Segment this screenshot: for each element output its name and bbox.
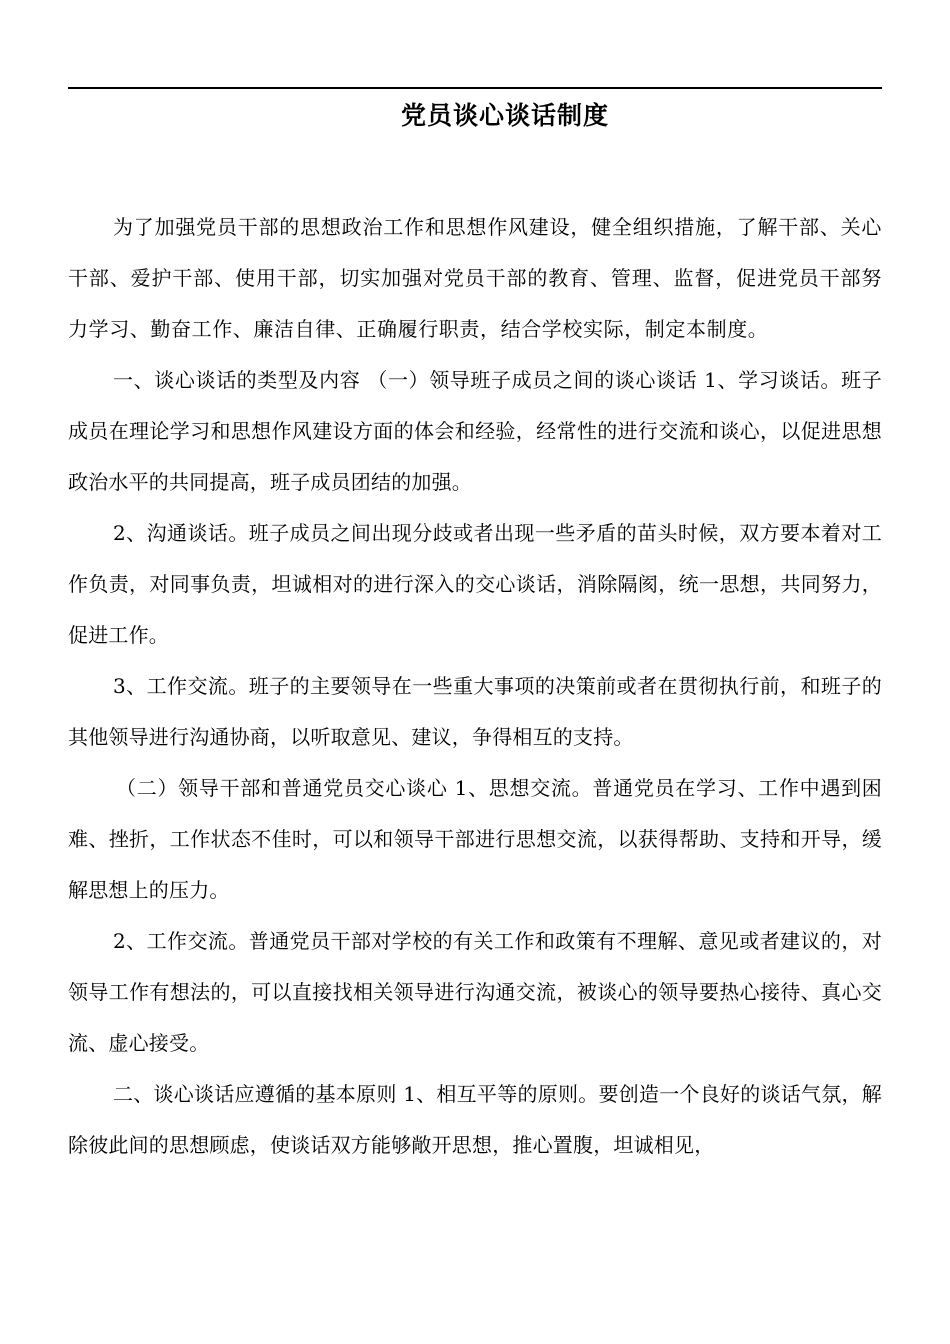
paragraph-intro: 为了加强党员干部的思想政治工作和思想作风建设，健全组织措施，了解干部、关心干部、爱护干部、使用干部，切实加强对党员干部的教育、管理、监督，促进党员干部努力学习、勤奋工作、廉洁自律、正确履行职责，结合学校实际，制定本制度。 [68,215,882,341]
document-body [68,202,882,1171]
document-title: 党员谈心谈话制度 [400,101,609,130]
paragraph-work-exchange: 2、工作交流。普通党员干部对学校的有关工作和政策有不理解、意见或者建议的，对领导工作有想法的，可以直接找相关领导进行沟通交流，被谈心的领导要热心接待、真心交流、虚心接受。 [68,929,882,1055]
paragraph-item-3: 3、工作交流。班子的主要领导在一些重大事项的决策前或者在贯彻执行前，和班子的其他领导进行沟通协商，以听取意见、建议，争得相互的支持。 [68,674,882,749]
paragraph-section-1: 一、谈心谈话的类型及内容 （一）领导班子成员之间的谈心谈话 1、学习谈话。班子成员在理论学习和思想作风建设方面的体会和经验，经常性的进行交流和谈心，以促进思想政治水平的共同提高，班子成员团结的加强。 [68,368,882,494]
paragraph-item-2: 2、沟通谈话。班子成员之间出现分歧或者出现一些矛盾的苗头时候，双方要本着对工作负责，对同事负责，坦诚相对的进行深入的交心谈话，消除隔阂，统一思想，共同努力，促进工作。 [68,521,882,647]
header-rule [68,87,882,89]
paragraph-subsection-2: （二）领导干部和普通党员交心谈心 1、思想交流。普通党员在学习、工作中遇到困难、挫折，工作状态不佳时，可以和领导干部进行思想交流，以获得帮助、支持和开导，缓解思想上的压力。 [68,776,882,902]
paragraph-section-2: 二、谈心谈话应遵循的基本原则 1、相互平等的原则。要创造一个良好的谈话气氛，解除彼此间的思想顾虑，使谈话双方能够敞开思想，推心置腹，坦诚相见， [68,1082,882,1157]
